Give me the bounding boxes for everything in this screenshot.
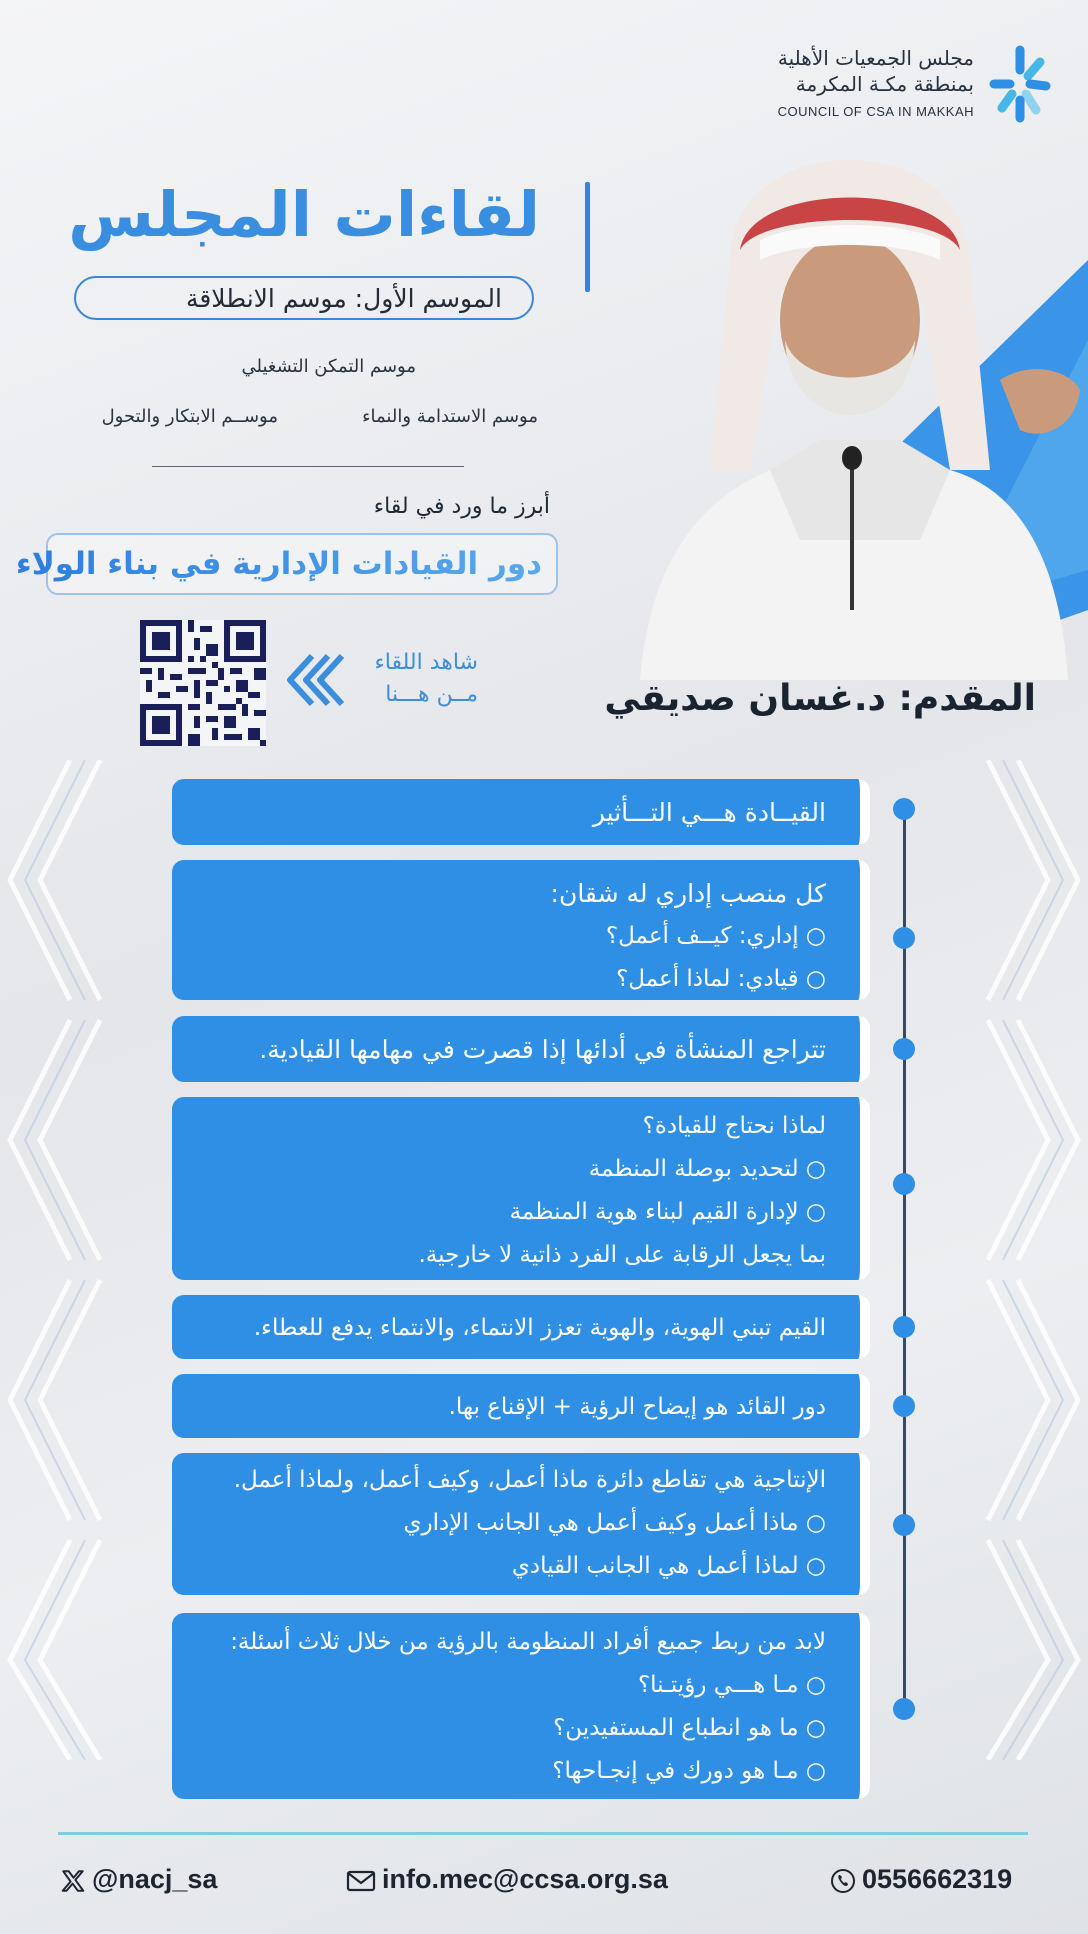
point-card [172, 860, 870, 1000]
point-card [172, 779, 870, 845]
point-bullet: ○ لتحديد بوصلة المنظمة [186, 1148, 826, 1191]
point-bullet: ○ قيادي: لماذا أعمل؟ [186, 958, 826, 1001]
decorative-arrows-left [0, 760, 110, 1760]
brand-line-1: مجلس الجمعيات الأهلية [777, 46, 974, 70]
presenter-name: المقدم: د.غسان صديقي [604, 678, 1036, 719]
phone-link[interactable] [830, 1864, 1012, 1895]
point-lead: دور القائد هو إيضاح الرؤية + الإقناع بها. [448, 1394, 826, 1420]
phone-number: 0556662319 [862, 1864, 1013, 1894]
x-logo-icon [60, 1868, 86, 1894]
point-card [172, 1097, 870, 1280]
email-address: info.mec@ccsa.org.sa [382, 1864, 668, 1894]
timeline-dot [893, 1038, 915, 1060]
point-lead: الإنتاجية هي تقاطع دائرة ماذا أعمل، وكيف أعمل، ولماذا أعمل. [233, 1467, 826, 1493]
point-bullet: ○ إداري: كيــف أعمل؟ [186, 915, 826, 958]
point-lead: القيم تبني الهوية، والهوية تعزز الانتماء، والانتماء يدفع للعطاء. [253, 1315, 826, 1341]
highlight-intro: أبرز ما ورد في لقاء [373, 494, 550, 519]
point-bullet: ○ مـا هو دورك في إنجـاحها؟ [186, 1750, 826, 1793]
timeline-dot [893, 798, 915, 820]
footer-divider [58, 1832, 1028, 1835]
point-lead: القيــادة هـــي التـــأثير [592, 798, 826, 827]
brand-line-3: COUNCIL OF CSA IN MAKKAH [777, 104, 974, 119]
timeline-dot [893, 1698, 915, 1720]
presenter-photo [620, 140, 1088, 680]
point-bullet: ○ ما هو انطباع المستفيدين؟ [186, 1707, 826, 1750]
point-card [172, 1374, 870, 1438]
timeline-dot [893, 1514, 915, 1536]
council-logo [770, 40, 1060, 130]
point-bullet: ○ ماذا أعمل وكيف أعمل هي الجانب الإداري [186, 1502, 826, 1545]
brand-line-2: بمنطقة مكـة المكرمة [795, 72, 974, 96]
qr-code-icon[interactable] [140, 620, 266, 746]
point-card [172, 1453, 870, 1595]
point-lead: لماذا نحتاج للقيادة؟ [642, 1113, 826, 1139]
topic-title: دور القيادات الإدارية في بناء الولاء [15, 546, 542, 582]
social-handle: @nacj_sa [92, 1864, 218, 1894]
phone-icon [830, 1868, 856, 1894]
email-link[interactable] [346, 1864, 668, 1895]
point-card [172, 1295, 870, 1359]
point-bullet: ○ لماذا أعمل هي الجانب القيادي [186, 1545, 826, 1588]
timeline-dot [893, 927, 915, 949]
mail-icon [346, 1869, 376, 1893]
social-link[interactable] [60, 1864, 217, 1895]
watch-link-line-1[interactable]: شاهد اللقاء [374, 650, 478, 675]
topic-box [15, 533, 558, 595]
timeline-dot [893, 1395, 915, 1417]
council-mark-icon [980, 40, 1060, 126]
divider [152, 466, 464, 467]
point-bullet: ○ لإدارة القيم لبناء هوية المنظمة [186, 1191, 826, 1234]
season-item: موســم الابتكار والتحول [101, 406, 278, 427]
timeline-dot [893, 1316, 915, 1338]
watch-link-line-2[interactable]: مــن هـــنا [385, 682, 478, 707]
point-card [172, 1613, 870, 1799]
title-divider [585, 182, 590, 292]
point-lead: تتراجع المنشأة في أدائها إذا قصرت في مهامها القيادية. [259, 1035, 826, 1064]
season-item: موسم التمكن التشغيلي [241, 356, 416, 377]
point-bullet: ○ مـا هـــي رؤيتـنا؟ [186, 1664, 826, 1707]
current-season-pill [74, 276, 534, 320]
decorative-arrows-right [978, 760, 1088, 1760]
point-tail: بما يجعل الرقابة على الفرد ذاتية لا خارجية. [418, 1242, 826, 1268]
season-item: موسم الاستدامة والنماء [362, 406, 538, 427]
point-card [172, 1016, 870, 1082]
chevron-left-icon [282, 652, 344, 708]
timeline-dot [893, 1173, 915, 1195]
current-season-label: الموسم الأول: موسم الانطلاقة [185, 283, 502, 313]
point-lead: كل منصب إداري له شقان: [550, 879, 826, 908]
point-lead: لابد من ربط جميع أفراد المنظومة بالرؤية من خلال ثلاث أسئلة: [230, 1629, 826, 1655]
series-title: لقاءات المجلس [68, 178, 540, 251]
